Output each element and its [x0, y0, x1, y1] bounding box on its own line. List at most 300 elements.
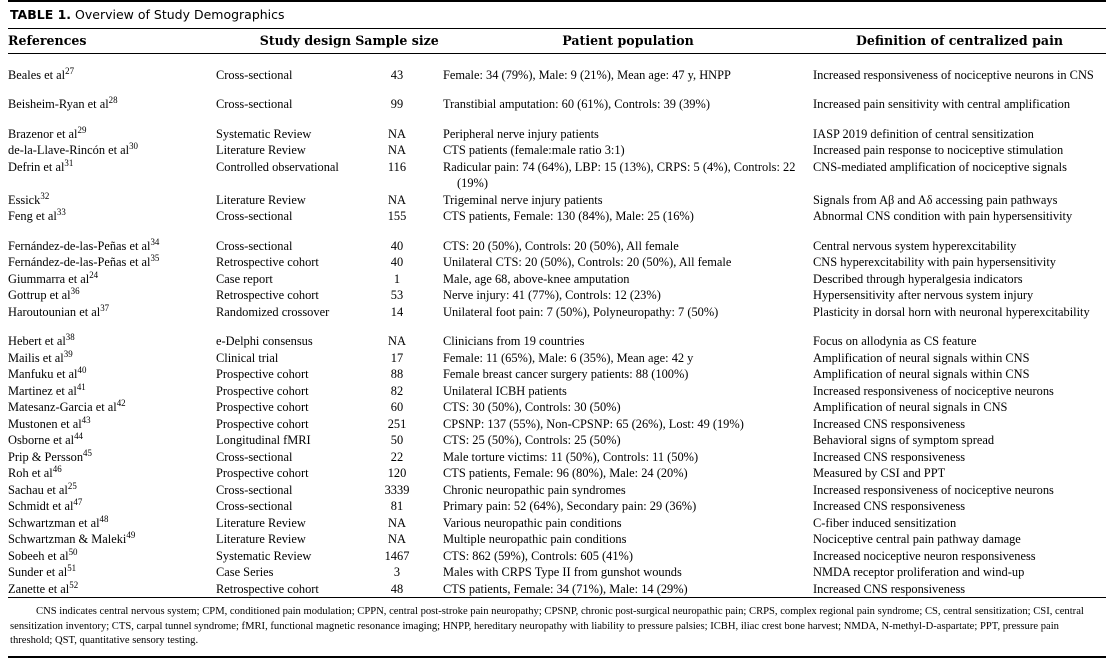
cell-definition-line: Amplification of neural signals in CNS	[813, 400, 1008, 415]
cell-definition	[813, 304, 1106, 321]
cell-definition-line: Abnormal CNS condition with pain hypersensitivity	[813, 209, 1073, 224]
cell-reference	[8, 482, 216, 499]
cell-patient-population	[443, 287, 813, 304]
cell-reference-line: Manfuku et $al^{40}$	[8, 365, 87, 382]
cell-reference	[8, 271, 216, 288]
cell-sample-size-line: 99	[390, 97, 404, 112]
cell-patient-population-line: Various neuropathic pain conditions	[443, 515, 622, 530]
cell-definition	[813, 238, 1106, 255]
cell-reference-line: Brazenor et $al^{29}$	[8, 124, 87, 141]
reference-superscript: 39	[63, 348, 73, 359]
cell-definition-line: Amplification of neural signals within CNS	[813, 367, 1030, 382]
table-row	[8, 350, 1106, 367]
cell-study-design	[216, 159, 351, 192]
cell-study-design	[216, 498, 351, 515]
cell-sample-size-line: 1	[393, 271, 401, 286]
cell-reference-line: Matesanz-Garcia et $al^{42}$	[8, 398, 126, 415]
reference-superscript: 33	[56, 207, 66, 217]
reference-superscript: 30	[129, 141, 138, 151]
cell-definition	[813, 126, 1106, 143]
cell-patient-population-line: Primary pain: 52 (64%), Secondary pain: 29 (36%)	[443, 499, 697, 514]
cell-sample-size	[351, 432, 443, 449]
cell-patient-population-line: CTS patients, Female: 34 (71%), Male: 14 (29%)	[443, 581, 688, 596]
cell-reference-line: Essick$^{32}$	[8, 190, 50, 207]
cell-reference-line: Fernández-de-las-Peñas et $al^{34}$	[8, 236, 160, 253]
cell-patient-population	[443, 531, 813, 548]
cell-sample-size	[351, 287, 443, 304]
cell-study-design	[216, 564, 351, 581]
group-separator-row	[8, 83, 1106, 96]
table-header	[8, 29, 1106, 53]
cell-sample-size-line: 53	[390, 288, 404, 303]
reference-superscript: 27	[65, 65, 75, 76]
cell-definition-line: Central nervous system hyperexcitability	[813, 238, 1017, 253]
cell-study-design	[216, 432, 351, 449]
cell-sample-size-line: 22	[390, 449, 404, 464]
cell-patient-population-line: Female: 11 (65%), Male: 6 (35%), Mean age: 42 y	[443, 350, 694, 365]
cell-study-design-line: Longitudinal fMRI	[216, 433, 311, 448]
cell-definition-line: Increased pain sensitivity with central amplification	[813, 97, 1071, 112]
header-gap-row	[8, 53, 1106, 67]
cell-patient-population-line: Unilateral CTS: 20 (50%), Controls: 20 (50%), All female	[443, 255, 732, 270]
cell-study-design-line: Cross-sectional	[216, 449, 293, 464]
cell-patient-population-line: CTS: 30 (50%), Controls: 30 (50%)	[443, 400, 621, 415]
reference-superscript: 25	[67, 480, 77, 491]
group-separator-cell	[8, 113, 1106, 126]
cell-definition-line: Behavioral signs of symptom spread	[813, 433, 995, 448]
cell-study-design-line: Retrospective cohort	[216, 581, 319, 596]
cell-sample-size	[351, 399, 443, 416]
cell-definition-line: Increased nociceptive neuron responsiveness	[813, 548, 1036, 563]
table-row	[8, 67, 1106, 84]
cell-patient-population	[443, 498, 813, 515]
group-separator-row	[8, 225, 1106, 238]
column-header-references: References	[8, 32, 87, 48]
cell-definition	[813, 333, 1106, 350]
cell-reference-line: Zanette et $al^{52}$	[8, 579, 79, 596]
cell-reference	[8, 416, 216, 433]
reference-superscript: 38	[65, 332, 75, 342]
cell-sample-size	[351, 416, 443, 433]
table-row	[8, 449, 1106, 466]
cell-patient-population-line: Multiple neuropathic pain conditions	[443, 532, 627, 547]
reference-superscript: 34	[150, 236, 160, 247]
header-gap-cell	[8, 53, 1106, 67]
reference-superscript: 51	[67, 563, 77, 573]
reference-superscript: 44	[74, 431, 83, 441]
cell-sample-size-line: 40	[390, 255, 404, 270]
cell-definition	[813, 254, 1106, 271]
cell-definition-line: Described through hyperalgesia indicators	[813, 271, 1023, 286]
cell-sample-size	[351, 67, 443, 84]
cell-sample-size-line: 155	[387, 209, 407, 224]
table-row	[8, 271, 1106, 288]
cell-study-design-line: Prospective cohort	[216, 416, 309, 431]
table-caption	[8, 2, 1106, 28]
cell-sample-size	[351, 126, 443, 143]
cell-definition	[813, 416, 1106, 433]
cell-study-design	[216, 304, 351, 321]
cell-patient-population-line: CTS: 25 (50%), Controls: 25 (50%)	[443, 433, 621, 448]
cell-sample-size-line: 3	[393, 565, 401, 580]
cell-reference-line: de-la-Llave-Rincón et $al^{30}$	[8, 141, 138, 158]
cell-study-design	[216, 254, 351, 271]
table-row	[8, 432, 1106, 449]
cell-sample-size-line: 3339	[384, 482, 410, 497]
table-row	[8, 304, 1106, 321]
cell-patient-population	[443, 564, 813, 581]
cell-sample-size	[351, 350, 443, 367]
cell-reference	[8, 192, 216, 209]
table-row	[8, 531, 1106, 548]
reference-superscript: 40	[77, 365, 87, 375]
cell-reference-line: Defrin et $al^{31}$	[8, 157, 74, 174]
cell-patient-population	[443, 96, 813, 113]
reference-superscript: 24	[89, 269, 99, 280]
cell-definition-line: NMDA receptor proliferation and wind-up	[813, 565, 1025, 580]
cell-definition	[813, 548, 1106, 565]
cell-sample-size	[351, 548, 443, 565]
table-row	[8, 515, 1106, 532]
cell-patient-population	[443, 333, 813, 350]
cell-reference-line: Roh et $al^{46}$	[8, 464, 62, 481]
cell-study-design	[216, 126, 351, 143]
table-row	[8, 159, 1106, 192]
cell-reference	[8, 465, 216, 482]
cell-patient-population	[443, 208, 813, 225]
cell-study-design-line: e-Delphi consensus	[216, 334, 313, 349]
cell-definition-line: Plasticity in dorsal horn with neuronal hyperexcitability	[813, 304, 1090, 319]
cell-definition	[813, 192, 1106, 209]
table-row	[8, 465, 1106, 482]
cell-sample-size-line: 120	[387, 466, 407, 481]
cell-patient-population-line: CPSNP: 137 (55%), Non-CPSNP: 65 (26%), Lost: 49 (19%)	[443, 416, 744, 431]
table-row	[8, 482, 1106, 499]
cell-patient-population-line: Unilateral ICBH patients	[443, 383, 567, 398]
cell-sample-size	[351, 515, 443, 532]
cell-definition-line: Increased pain response to nociceptive stimulation	[813, 143, 1064, 158]
cell-study-design	[216, 515, 351, 532]
cell-study-design	[216, 142, 351, 159]
cell-reference-line: Beales et $al^{27}$	[8, 65, 75, 82]
table-caption-label: TABLE 1.	[10, 7, 72, 22]
cell-sample-size-line: 251	[387, 416, 407, 431]
cell-definition	[813, 67, 1106, 84]
cell-definition	[813, 564, 1106, 581]
table-row	[8, 399, 1106, 416]
cell-study-design	[216, 192, 351, 209]
cell-definition	[813, 366, 1106, 383]
cell-definition-line: Increased CNS responsiveness	[813, 499, 966, 514]
table-row	[8, 498, 1106, 515]
reference-superscript: 45	[83, 447, 92, 458]
cell-study-design-line: Prospective cohort	[216, 383, 309, 398]
cell-reference	[8, 515, 216, 532]
cell-study-design-line: Cross-sectional	[216, 97, 293, 112]
cell-definition	[813, 531, 1106, 548]
reference-superscript: 28	[108, 95, 118, 105]
cell-sample-size	[351, 465, 443, 482]
cell-sample-size-line: 14	[390, 304, 404, 319]
group-separator-cell	[8, 225, 1106, 238]
cell-study-design	[216, 67, 351, 84]
table-row	[8, 383, 1106, 400]
cell-reference-line: Mailis et $al^{39}$	[8, 348, 73, 365]
cell-definition	[813, 383, 1106, 400]
cell-sample-size	[351, 531, 443, 548]
reference-superscript: 36	[70, 286, 80, 296]
cell-reference	[8, 126, 216, 143]
table-row	[8, 96, 1106, 113]
cell-reference-line: Sobeeh et $al^{50}$	[8, 546, 78, 563]
cell-patient-population	[443, 482, 813, 499]
reference-superscript: 41	[76, 381, 86, 392]
cell-sample-size	[351, 383, 443, 400]
cell-study-design-line: Clinical trial	[216, 350, 279, 365]
cell-patient-population	[443, 254, 813, 271]
cell-study-design-line: Literature Review	[216, 192, 306, 207]
cell-patient-population-line: CTS patients (female:male ratio 3:1)	[443, 143, 625, 158]
cell-study-design-line: Cross-sectional	[216, 238, 293, 253]
cell-patient-population-line: Female: 34 (79%), Male: 9 (21%), Mean age: 47 y, HNPP	[443, 67, 731, 82]
table-footnote: CNS indicates central nervous system; CPM, conditioned pain modulation; CPPN, central post-stroke pain neuropathy; CPSNP, chronic post-surgical neuropathic pain; CRPS, complex regional pain syndrome; CS, central sensitization; CSI, central sensitization inventory; CTS, carpal tunnel syndrome; fMRI, functional magnetic resonance imaging; HNPP, hereditary neuropathy with liability to pressure palsies; ICBH, iliac crest bone harvest; NMDA, N-methyl-D-aspartate; PPT, pressure pain threshold; QST, quantitative sensory testing.	[10, 606, 1084, 647]
cell-reference	[8, 333, 216, 350]
table-row	[8, 208, 1106, 225]
cell-reference-line: Haroutounian et $al^{37}$	[8, 302, 110, 319]
table-caption-text: Overview of Study Demographics	[75, 7, 285, 22]
cell-sample-size-line: NA	[388, 532, 406, 547]
cell-study-design	[216, 399, 351, 416]
cell-patient-population-line: Clinicians from 19 countries	[443, 334, 585, 349]
cell-reference-line: Mustonen et $al^{43}$	[8, 414, 91, 431]
cell-sample-size-line: 17	[390, 350, 404, 365]
cell-patient-population-line: Female breast cancer surgery patients: 88 (100%)	[443, 367, 689, 382]
cell-study-design-line: Literature Review	[216, 143, 306, 158]
cell-definition-line: IASP 2019 definition of central sensitization	[813, 126, 1034, 141]
cell-reference-line: Hebert et $al^{38}$	[8, 332, 75, 349]
reference-superscript: 37	[100, 302, 110, 313]
cell-study-design-line: Systematic Review	[216, 126, 312, 141]
cell-definition-line: Amplification of neural signals within CNS	[813, 350, 1030, 365]
cell-definition-line: C-fiber induced sensitization	[813, 515, 957, 530]
group-separator-row	[8, 113, 1106, 126]
cell-sample-size-line: NA	[388, 334, 406, 349]
table-row	[8, 192, 1106, 209]
cell-study-design-line: Systematic Review	[216, 548, 312, 563]
reference-superscript: 32	[40, 190, 50, 201]
cell-study-design	[216, 581, 351, 598]
cell-reference	[8, 531, 216, 548]
study-demographics-table	[8, 29, 1106, 598]
cell-reference-line: Schmidt et $al^{47}$	[8, 497, 83, 514]
cell-sample-size	[351, 581, 443, 598]
cell-patient-population-line: Radicular pain: 74 (64%), LBP: 15 (13%), CRPS: 5 (4%), Controls: 22 (19%)	[443, 159, 796, 191]
reference-superscript: 42	[116, 398, 126, 408]
cell-study-design-line: Case report	[216, 271, 273, 286]
cell-patient-population-line: Male torture victims: 11 (50%), Controls: 11 (50%)	[443, 449, 699, 464]
cell-definition	[813, 465, 1106, 482]
cell-sample-size-line: 43	[390, 67, 404, 82]
cell-patient-population	[443, 449, 813, 466]
cell-sample-size	[351, 564, 443, 581]
cell-reference	[8, 159, 216, 192]
cell-reference	[8, 548, 216, 565]
reference-superscript: 35	[150, 253, 160, 263]
cell-study-design	[216, 208, 351, 225]
cell-reference	[8, 208, 216, 225]
cell-patient-population-line: CTS patients, Female: 96 (80%), Male: 24 (20%)	[443, 466, 688, 481]
cell-patient-population-line: Male, age 68, above-knee amputation	[443, 271, 630, 286]
table-row	[8, 126, 1106, 143]
cell-patient-population	[443, 432, 813, 449]
cell-sample-size	[351, 482, 443, 499]
cell-definition-line: Increased responsiveness of nociceptive neurons	[813, 482, 1054, 497]
cell-sample-size	[351, 366, 443, 383]
cell-study-design	[216, 238, 351, 255]
cell-patient-population	[443, 515, 813, 532]
cell-definition	[813, 96, 1106, 113]
table-row	[8, 142, 1106, 159]
cell-reference	[8, 67, 216, 84]
reference-superscript: 48	[99, 513, 109, 524]
cell-study-design-line: Cross-sectional	[216, 209, 293, 224]
cell-sample-size	[351, 498, 443, 515]
cell-reference	[8, 581, 216, 598]
cell-sample-size-line: 50	[390, 433, 404, 448]
cell-sample-size	[351, 159, 443, 192]
cell-patient-population	[443, 142, 813, 159]
cell-reference	[8, 432, 216, 449]
table-row	[8, 564, 1106, 581]
cell-study-design	[216, 350, 351, 367]
cell-study-design-line: Literature Review	[216, 515, 306, 530]
cell-sample-size-line: 88	[390, 367, 404, 382]
cell-sample-size-line: 60	[390, 400, 404, 415]
cell-definition-line: Measured by CSI and PPT	[813, 466, 946, 481]
table-row	[8, 416, 1106, 433]
cell-definition-line: CNS-mediated amplification of nociceptive signals	[813, 159, 1067, 174]
cell-definition	[813, 208, 1106, 225]
cell-reference	[8, 366, 216, 383]
reference-superscript: 29	[77, 124, 87, 135]
cell-reference	[8, 564, 216, 581]
cell-study-design-line: Cross-sectional	[216, 67, 293, 82]
table-row	[8, 238, 1106, 255]
cell-study-design-line: Randomized crossover	[216, 304, 330, 319]
cell-study-design-line: Prospective cohort	[216, 466, 309, 481]
cell-sample-size-line: NA	[388, 192, 406, 207]
cell-patient-population	[443, 238, 813, 255]
cell-sample-size-line: 48	[390, 581, 404, 596]
cell-patient-population	[443, 581, 813, 598]
column-header-patient-population: Patient population	[562, 32, 694, 48]
cell-sample-size-line: 1467	[384, 548, 410, 563]
cell-patient-population	[443, 271, 813, 288]
cell-definition-line: Increased CNS responsiveness	[813, 581, 966, 596]
cell-sample-size-line: NA	[388, 126, 406, 141]
group-separator-cell	[8, 320, 1106, 333]
cell-study-design-line: Cross-sectional	[216, 482, 293, 497]
cell-patient-population-line: Chronic neuropathic pain syndromes	[443, 482, 626, 497]
cell-sample-size	[351, 304, 443, 321]
cell-sample-size-line: NA	[388, 143, 406, 158]
cell-patient-population	[443, 465, 813, 482]
table-row	[8, 287, 1106, 304]
reference-superscript: 52	[69, 579, 79, 590]
table-row	[8, 254, 1106, 271]
cell-study-design	[216, 416, 351, 433]
cell-reference-line: Schwartzman et $al^{48}$	[8, 513, 109, 530]
cell-definition	[813, 271, 1106, 288]
table-row	[8, 548, 1106, 565]
cell-reference	[8, 498, 216, 515]
cell-reference-line: Prip & Persson$^{45}$	[8, 447, 92, 464]
cell-study-design	[216, 482, 351, 499]
column-header-study-design: Study design	[259, 32, 351, 48]
cell-study-design	[216, 449, 351, 466]
cell-patient-population-line: Males with CRPS Type II from gunshot wounds	[443, 565, 682, 580]
cell-reference	[8, 304, 216, 321]
cell-sample-size-line: 40	[390, 238, 404, 253]
cell-study-design	[216, 366, 351, 383]
reference-superscript: 46	[52, 464, 62, 474]
cell-patient-population-line: CTS: 20 (50%), Controls: 20 (50%), All female	[443, 238, 679, 253]
cell-study-design-line: Controlled observational	[216, 159, 339, 174]
group-separator-row	[8, 320, 1106, 333]
cell-definition-line: CNS hyperexcitability with pain hypersensitivity	[813, 255, 1056, 270]
cell-study-design-line: Prospective cohort	[216, 400, 309, 415]
table-row	[8, 581, 1106, 598]
cell-definition	[813, 350, 1106, 367]
cell-definition-line: Focus on allodynia as CS feature	[813, 334, 977, 349]
cell-reference	[8, 449, 216, 466]
cell-patient-population	[443, 366, 813, 383]
cell-sample-size	[351, 96, 443, 113]
cell-reference	[8, 350, 216, 367]
cell-reference-line: Beisheim-Ryan et $al^{28}$	[8, 95, 118, 112]
cell-reference-line: Osborne et $al^{44}$	[8, 431, 83, 448]
cell-patient-population-line: Peripheral nerve injury patients	[443, 126, 599, 141]
cell-sample-size	[351, 208, 443, 225]
cell-reference-line: Gottrup et $al^{36}$	[8, 286, 80, 303]
cell-patient-population	[443, 126, 813, 143]
cell-patient-population	[443, 159, 813, 192]
cell-definition-line: Nociceptive central pain pathway damage	[813, 532, 1021, 547]
cell-study-design	[216, 287, 351, 304]
cell-definition	[813, 515, 1106, 532]
cell-reference	[8, 142, 216, 159]
cell-patient-population	[443, 416, 813, 433]
cell-sample-size	[351, 271, 443, 288]
cell-reference-line: Schwartzman & Maleki$^{49}$	[8, 530, 136, 547]
cell-study-design-line: Cross-sectional	[216, 499, 293, 514]
cell-study-design	[216, 383, 351, 400]
cell-definition	[813, 287, 1106, 304]
cell-definition-line: Hypersensitivity after nervous system injury	[813, 288, 1034, 303]
reference-superscript: 49	[126, 530, 136, 540]
cell-study-design	[216, 271, 351, 288]
cell-study-design	[216, 531, 351, 548]
cell-patient-population	[443, 383, 813, 400]
cell-definition-line: Increased CNS responsiveness	[813, 416, 966, 431]
cell-definition	[813, 581, 1106, 598]
cell-reference-line: Sachau et $al^{25}$	[8, 480, 77, 497]
cell-sample-size-line: NA	[388, 515, 406, 530]
cell-sample-size-line: 81	[390, 499, 404, 514]
cell-study-design-line: Retrospective cohort	[216, 288, 319, 303]
cell-definition	[813, 449, 1106, 466]
cell-patient-population	[443, 67, 813, 84]
